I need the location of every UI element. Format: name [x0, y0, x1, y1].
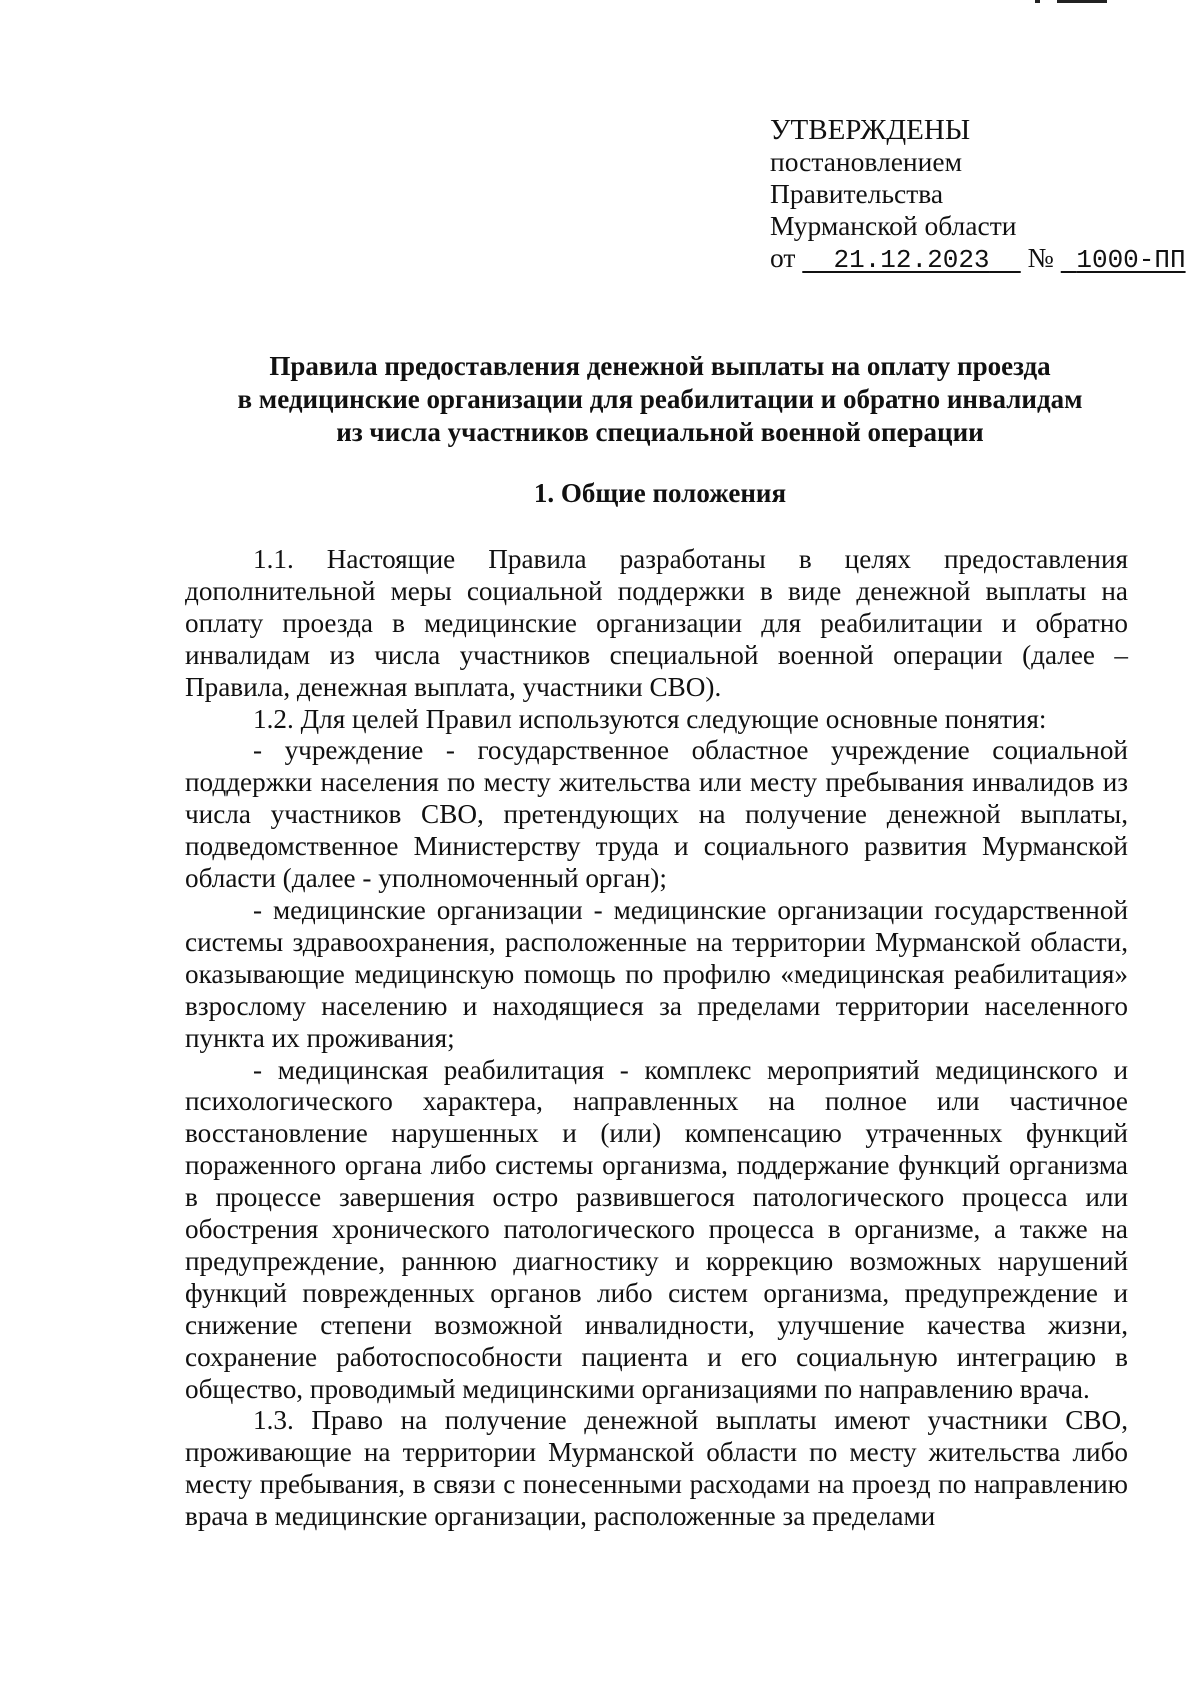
scan-edge-mark	[1057, 0, 1107, 3]
definition-medical-rehabilitation: - медицинская реабилитация - комплекс мероприятий медицинского и психологического характера, направленных на полное или частичное восстановление нарушенных и (или) компенсацию утраченных функций пораженного органа либо системы организма, поддержание функций организма в процессе завершения остро развившегося патологического процесса или обострения хронического патологического процесса в организме, а также на предупреждение, раннюю диагностику и коррекцию возможных нарушений функций поврежденных органов либо систем организма, предупреждение и снижение степени возможной инвалидности, улучшение качества жизни, сохранение работоспособности пациента и его социальную интеграцию в общество, проводимый медицинскими организациями по направлению врача.	[185, 1054, 1128, 1404]
approval-heading: УТВЕРЖДЕНЫ	[770, 114, 971, 146]
definition-medical-organizations: - медицинские организации - медицинские организации государственной системы здравоохранения, расположенные на территории Мурманской области, оказывающие медицинскую помощь по профилю «медицинская реабилитация» взрослому населению и находящиеся за пределами территории населенного пункта их проживания;	[185, 894, 1128, 1053]
approval-block	[770, 114, 1186, 276]
number-sign: №	[1027, 242, 1054, 273]
document-title	[180, 350, 1140, 449]
definition-institution: - учреждение - государственное областное учреждение социальной поддержки населения по месту жительства или месту пребывания инвалидов из числа участников СВО, претендующих на получение денежной выплаты, подведомственное Министерству труда и социального развития Мурманской области (далее - уполномоченный орган);	[185, 735, 1128, 894]
scan-edge-dot	[1035, 0, 1040, 3]
title-line-3: из числа участников специальной военной операции	[336, 417, 984, 447]
section-title: 1. Общие положения	[533, 478, 787, 508]
title-line-1: Правила предоставления денежной выплаты на оплату проезда	[269, 351, 1051, 381]
title-line-2: в медицинские организации для реабилитации и обратно инвалидам	[237, 384, 1083, 414]
approval-number: 1000-ПП	[1076, 245, 1186, 275]
paragraph-1-2: 1.2. Для целей Правил используются следующие основные понятия:	[253, 703, 1047, 734]
approval-date-line	[770, 242, 1186, 276]
approval-date: 21.12.2023	[833, 245, 990, 275]
date-prefix: от	[770, 242, 796, 273]
document-body	[185, 544, 1128, 1533]
paragraph-1-3: 1.3. Право на получение денежной выплаты имеют участники СВО, проживающие на территории Мурманской области по месту жительства либо месту пребывания, в связи с понесенными расходами на проезд по направлению врача в медицинские организации, расположенные за пределами	[185, 1405, 1128, 1532]
approval-line-1: постановлением	[770, 146, 962, 177]
paragraph-1-1: 1.1. Настоящие Правила разработаны в целях предоставления дополнительной меры социальной поддержки в виде денежной выплаты на оплату проезда в медицинские организации для реабилитации и обратно инвалидам из числа участников специальной военной операции (далее – Правила, денежная выплата, участники СВО).	[185, 544, 1128, 702]
approval-line-3: Мурманской области	[770, 210, 1017, 241]
approval-line-2: Правительства	[770, 178, 944, 209]
